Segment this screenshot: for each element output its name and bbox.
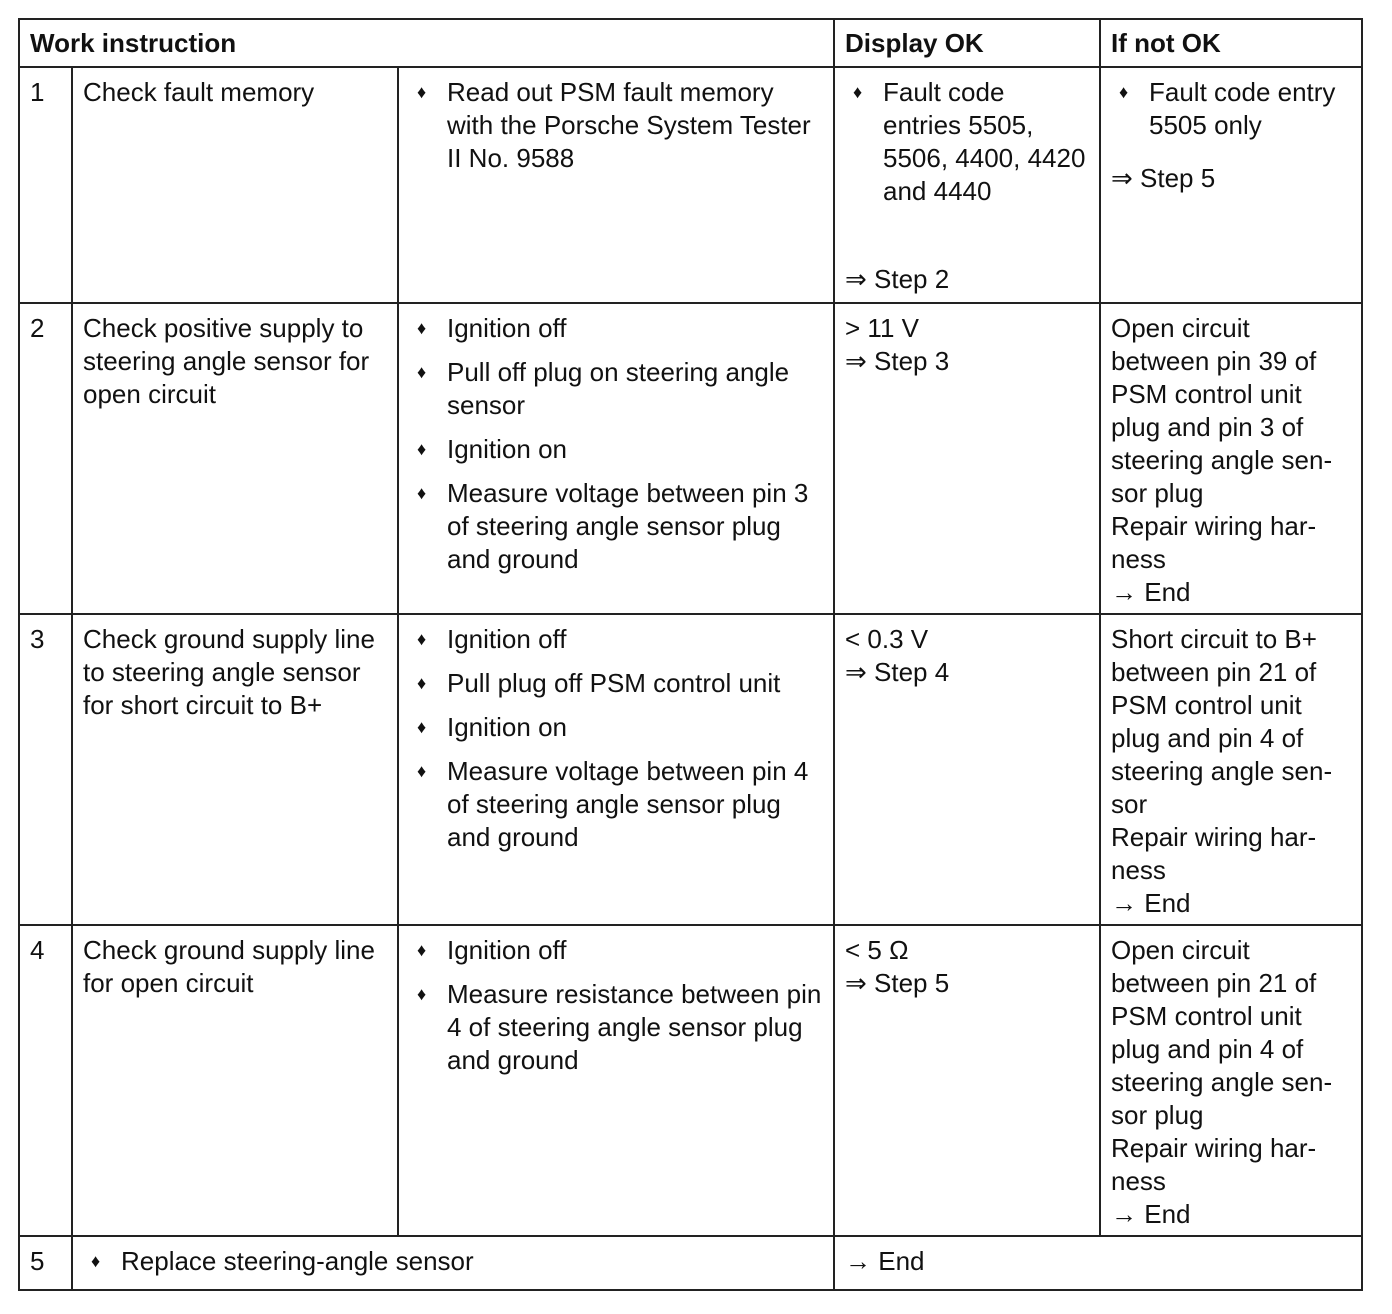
instruction-item: ♦ Read out PSM fault memory with the Porsche System Tester II No. 9588 [409,76,823,175]
instruction-item: ♦ Measure voltage between pin 4 of steering angle sensor plug and ground [409,755,823,854]
instruction-item: ♦ Ignition off [409,312,823,345]
step-title: Check fault memory [72,67,398,303]
if-not-ok-cell [1100,67,1362,303]
instruction-item: ♦ Pull off plug on steering angle sensor [409,356,823,422]
header-work-instruction: Work instruction [19,19,834,67]
ok-result: ⇒ Step 3 [845,346,950,376]
instruction-item: ♦ Ignition off [409,934,823,967]
step-title: Check positive supply to steering angle sensor for open circuit [72,303,398,614]
ok-value: > 11 V [845,313,919,343]
step-number: 1 [19,67,72,303]
step-instructions [398,303,834,614]
table-row [19,1236,1362,1290]
step-number: 4 [19,925,72,1236]
notok-result: → End [1111,1199,1191,1229]
step-number: 3 [19,614,72,925]
notok-text: Open circuit between pin 39 of PSM control unit plug and pin 3 of steering angle sen-sor plug [1111,313,1333,508]
ok-result: ⇒ Step 5 [845,968,950,998]
notok-action: Repair wiring har-ness [1111,822,1317,885]
table-header-row [19,19,1362,67]
display-ok-cell: → End [834,1236,1362,1290]
table-row [19,925,1362,1236]
ok-value: < 5 Ω [845,935,909,965]
instruction-item: ♦ Ignition off [409,623,823,656]
work-instruction-table [18,18,1363,1291]
ok-value: < 0.3 V [845,624,929,654]
ok-result: ⇒ Step 4 [845,657,950,687]
notok-result: → End [1111,888,1191,918]
step-instructions [398,614,834,925]
notok-text: Short circuit to B+ between pin 21 of PSM control unit plug and pin 4 of steering angle sen-sor [1111,624,1333,819]
step-title: Check ground supply line for open circuit [72,925,398,1236]
table-row [19,614,1362,925]
notok-result: → End [1111,577,1191,607]
notok-action: Repair wiring har-ness [1111,1133,1317,1196]
table-row [19,303,1362,614]
if-not-ok-cell [1100,303,1362,614]
instruction-item: ♦ Ignition on [409,433,823,466]
display-ok-cell [834,303,1100,614]
notok-text: Open circuit between pin 21 of PSM control unit plug and pin 4 of steering angle sen-sor plug [1111,935,1333,1130]
ok-condition: ♦ Fault code entries 5505, 5506, 4400, 4420 and 4440 [845,76,1089,208]
notok-result: ⇒ Step 5 [1111,163,1216,193]
instruction-item: ♦ Replace steering-angle sensor [83,1245,823,1278]
instruction-item: ♦ Pull plug off PSM control unit [409,667,823,700]
header-if-not-ok: If not OK [1100,19,1362,67]
display-ok-cell [834,614,1100,925]
step-title: Check ground supply line to steering angle sensor for short circuit to B+ [72,614,398,925]
step-instructions [398,67,834,303]
step-number: 5 [19,1236,72,1290]
display-ok-cell [834,67,1100,303]
display-ok-cell [834,925,1100,1236]
table-row [19,67,1362,303]
instruction-item: ♦ Ignition on [409,711,823,744]
instruction-item: ♦ Measure voltage between pin 3 of steering angle sensor plug and ground [409,477,823,576]
instruction-item: ♦ Measure resistance between pin 4 of steering angle sensor plug and ground [409,978,823,1077]
step-instructions [72,1236,834,1290]
ok-result: ⇒ Step 2 [845,264,950,294]
if-not-ok-cell [1100,614,1362,925]
header-display-ok: Display OK [834,19,1100,67]
step-number: 2 [19,303,72,614]
if-not-ok-cell [1100,925,1362,1236]
notok-action: Repair wiring har-ness [1111,511,1317,574]
step-instructions [398,925,834,1236]
notok-condition: ♦ Fault code entry 5505 only [1111,76,1351,142]
